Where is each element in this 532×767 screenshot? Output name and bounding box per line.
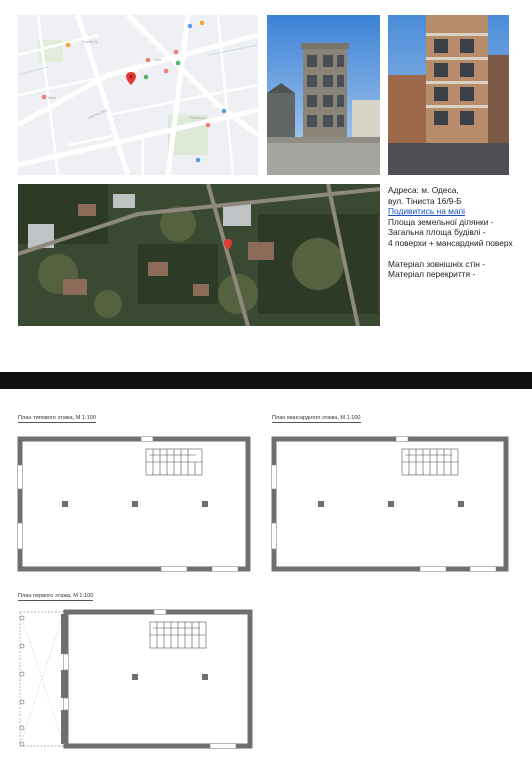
first-floor-caption: План первого этажа, М 1:100 [18, 593, 94, 599]
svg-text:Shop: Shop [48, 96, 57, 100]
satellite-map[interactable] [18, 184, 380, 326]
attic-floor-caption: План мансардного этажа, М 1:100 [272, 415, 361, 421]
section-divider-band [0, 372, 532, 389]
floor-material: Матеріал перекриття - [388, 269, 476, 280]
building-photo-side [388, 15, 509, 175]
address-line-2: вул. Тіниста 16/9-Б [388, 195, 462, 206]
attic-floor-plan [270, 435, 512, 573]
floor-count: 4 поверхи + мансардний поверх [388, 237, 513, 248]
svg-text:Pharmacy: Pharmacy [190, 116, 206, 120]
street-map-graphic [18, 15, 258, 175]
address-line-1: Адреса: м. Одеса, [388, 185, 459, 195]
property-info [388, 185, 528, 280]
svg-text:Lidersky Blvd: Lidersky Blvd [86, 108, 109, 120]
wall-material: Матеріал зовнішніх стін - [388, 258, 486, 269]
building-area: Загальна площа будівлі - [388, 227, 486, 238]
typical-floor-plan [16, 435, 254, 573]
land-area: Площа земельної ділянки - [388, 216, 494, 227]
satellite-map-graphic [18, 184, 380, 326]
building-photo-front [267, 15, 380, 175]
first-floor-plan [14, 608, 256, 750]
map-link[interactable]: Подивитись на мапі [388, 206, 465, 217]
street-map[interactable] [18, 15, 258, 175]
svg-text:Tinysta St: Tinysta St [82, 40, 98, 44]
typical-floor-caption: План типового этажа, М 1:100 [18, 415, 96, 421]
svg-text:Cafe: Cafe [154, 58, 162, 62]
